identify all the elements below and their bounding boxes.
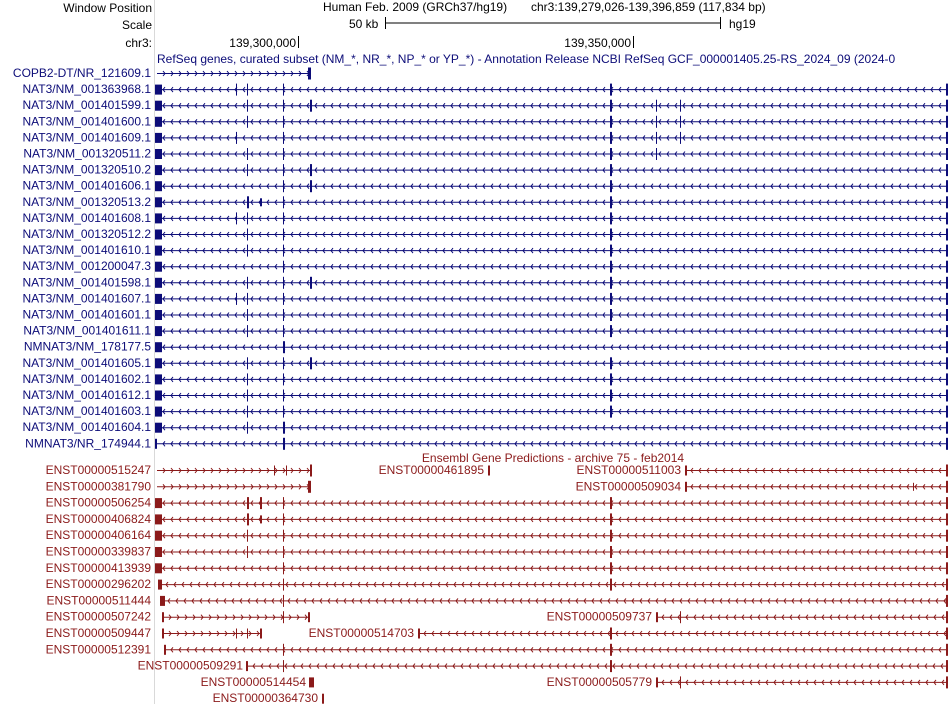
ensembl-row-10-feature-0-exon-2 — [247, 629, 248, 639]
refseq-row-10-exon-1 — [247, 229, 248, 241]
ensembl-row-7-feature-0-exon-2 — [610, 579, 612, 591]
refseq-row-21-exon-2 — [283, 406, 284, 418]
refseq-row-11-exon-1 — [247, 245, 248, 257]
refseq-row-8-label[interactable]: NAT3/NM_001320513.2 — [22, 194, 151, 209]
db-name: hg19 — [729, 17, 756, 31]
refseq-row-21-exon-4 — [946, 406, 948, 418]
ensembl-track-title[interactable]: Ensembl Gene Predictions - archive 75 - feb2014 — [421, 451, 685, 465]
refseq-row-11-label[interactable]: NAT3/NM_001401610.1 — [22, 243, 151, 258]
ensembl-row-11-feature-0-exon-0 — [164, 645, 166, 655]
ensembl-row-9-feature-0-exon-2 — [308, 612, 310, 622]
refseq-track-title[interactable]: RefSeq genes, curated subset (NM_*, NR_*, NP_* or YP_*) - Annotation Release NCBI RefSeq GCF_000001405.25-RS_2024_09 (2024-0 — [157, 52, 896, 66]
ensembl-row-9-feature-0[interactable] — [46, 610, 310, 624]
refseq-row-5[interactable] — [23, 147, 948, 161]
refseq-row-5-exon-0 — [155, 149, 162, 159]
refseq-row-14-exon-2 — [247, 293, 248, 305]
ensembl-row-5-feature-0-exon-0 — [155, 547, 162, 557]
ensembl-row-10-feature-0-exon-0 — [162, 629, 164, 639]
refseq-row-23[interactable] — [25, 436, 948, 450]
refseq-row-12-label[interactable]: NAT3/NM_001200047.3 — [22, 259, 151, 274]
refseq-row-13-label[interactable]: NAT3/NM_001401598.1 — [22, 275, 151, 290]
ensembl-row-10-feature-1[interactable] — [309, 626, 948, 640]
refseq-row-2-exon-3 — [310, 100, 312, 112]
refseq-row-4-exon-0 — [155, 133, 162, 143]
refseq-row-13-exon-5 — [946, 277, 948, 289]
ensembl-row-3-feature-0-exon-5 — [946, 513, 948, 525]
refseq-row-22-exon-2 — [283, 422, 285, 434]
refseq-row-19-label[interactable]: NAT3/NM_001401602.1 — [22, 371, 151, 386]
refseq-row-18-exon-3 — [310, 357, 312, 369]
refseq-row-14-exon-1 — [236, 293, 237, 305]
ensembl-row-6-feature-0-exon-2 — [610, 562, 612, 574]
ensembl-row-0-feature-1[interactable] — [379, 463, 490, 477]
ensembl-row-10-feature-1-exon-1 — [610, 628, 612, 640]
refseq-row-9[interactable] — [22, 211, 948, 225]
refseq-row-21[interactable] — [22, 404, 948, 418]
refseq-row-8-exon-3 — [283, 196, 284, 208]
ensembl-row-4-feature-0-exon-0 — [155, 531, 162, 541]
refseq-row-20-exon-1 — [247, 390, 248, 402]
refseq-row-20-exon-0 — [155, 391, 162, 401]
refseq-row-19-exon-3 — [610, 373, 612, 385]
refseq-row-5-exon-3 — [610, 148, 612, 160]
ensembl-row-8-feature-0-exon-2 — [946, 595, 948, 607]
refseq-row-1-exon-3 — [283, 84, 284, 96]
ensembl-row-8-feature-0-exon-0 — [160, 596, 165, 606]
refseq-row-9-exon-5 — [946, 212, 948, 224]
ensembl-row-0-feature-2[interactable] — [576, 463, 948, 477]
ensembl-row-9-feature-0-label[interactable]: ENST00000507242 — [45, 609, 151, 624]
ensembl-row-9-feature-0-exon-1 — [283, 611, 284, 623]
ensembl-row-7-feature-0[interactable] — [46, 577, 948, 591]
ensembl-row-14-feature-0[interactable] — [213, 691, 324, 704]
ensembl-row-0-feature-0-exon-1 — [286, 466, 287, 476]
refseq-row-12[interactable] — [22, 259, 948, 273]
refseq-row-4-exon-4 — [656, 132, 657, 144]
refseq-row-3-exon-6 — [946, 116, 948, 128]
refseq-row-21-label[interactable]: NAT3/NM_001401603.1 — [22, 404, 151, 419]
refseq-row-7-exon-4 — [946, 180, 948, 192]
ensembl-row-5-feature-0-exon-1 — [247, 546, 248, 558]
refseq-row-3-exon-2 — [283, 116, 284, 128]
ensembl-row-5-feature-0[interactable] — [46, 545, 948, 559]
refseq-row-17-label[interactable]: NMNAT3/NM_178177.5 — [23, 339, 151, 354]
refseq-row-4-exon-1 — [236, 132, 237, 144]
ensembl-row-12-feature-0-exon-1 — [283, 660, 284, 672]
ensembl-row-9-feature-0-exon-0 — [162, 612, 164, 622]
refseq-row-5-exon-4 — [656, 148, 657, 160]
refseq-row-19-exon-2 — [283, 373, 284, 385]
ensembl-row-6-feature-0-label[interactable]: ENST00000413939 — [45, 560, 151, 575]
refseq-row-7-label[interactable]: NAT3/NM_001401606.1 — [22, 178, 151, 193]
refseq-row-15-label[interactable]: NAT3/NM_001401601.1 — [22, 307, 151, 322]
ensembl-row-0-feature-0-exon-0 — [274, 466, 275, 476]
tick-label-2: 139,350,000 — [564, 36, 631, 50]
ensembl-row-5-feature-0-label[interactable]: ENST00000339837 — [45, 544, 151, 559]
refseq-row-8-exon-4 — [610, 196, 612, 208]
ensembl-row-1-feature-1-exon-2 — [946, 481, 948, 493]
ensembl-row-13-feature-0[interactable] — [201, 675, 314, 689]
refseq-row-10-label[interactable]: NAT3/NM_001320512.2 — [22, 227, 151, 241]
ensembl-row-11-feature-0-exon-2 — [610, 644, 612, 656]
refseq-row-15-exon-1 — [247, 309, 248, 321]
refseq-row-18-exon-4 — [610, 357, 612, 369]
refseq-row-15-exon-2 — [283, 309, 284, 321]
ensembl-row-4-feature-0-exon-4 — [946, 530, 948, 542]
ensembl-row-0-feature-2-exon-0 — [685, 466, 687, 476]
ensembl-row-1-feature-0-exon-0 — [308, 481, 311, 493]
scale-bar — [385, 17, 721, 29]
refseq-row-3-exon-4 — [656, 116, 657, 128]
refseq-row-2-exon-4 — [610, 100, 612, 112]
refseq-row-19[interactable] — [22, 372, 948, 386]
refseq-row-22-label[interactable]: NAT3/NM_001401604.1 — [22, 420, 151, 435]
ensembl-row-2-feature-0[interactable] — [46, 496, 948, 510]
refseq-row-18-exon-0 — [155, 358, 162, 368]
ensembl-row-5-feature-0-exon-2 — [283, 546, 284, 558]
refseq-row-12-exon-3 — [946, 261, 948, 273]
refseq-row-1-exon-5 — [946, 84, 948, 96]
ensembl-row-3-feature-0-label[interactable]: ENST00000406824 — [45, 511, 151, 526]
refseq-row-17-exon-0 — [155, 342, 162, 352]
ensembl-row-10-feature-0[interactable] — [46, 626, 262, 640]
ensembl-row-10-feature-1-label[interactable]: ENST00000514703 — [308, 626, 414, 640]
tick-label-1: 139,300,000 — [229, 36, 296, 50]
refseq-row-7-exon-0 — [155, 181, 162, 191]
ensembl-row-13-feature-1-exon-2 — [946, 676, 948, 688]
refseq-row-3-exon-1 — [247, 116, 248, 128]
ensembl-row-10-feature-0-exon-3 — [260, 629, 262, 639]
refseq-row-13-exon-2 — [283, 277, 284, 289]
ensembl-row-4-feature-0-exon-3 — [610, 530, 612, 542]
refseq-row-11[interactable] — [22, 243, 948, 257]
refseq-row-1-exon-1 — [236, 84, 237, 96]
refseq-row-9-exon-3 — [283, 212, 284, 224]
ensembl-row-1-feature-1-exon-1 — [913, 483, 914, 491]
refseq-row-5-exon-1 — [247, 148, 248, 160]
ensembl-row-9-feature-1-exon-0 — [656, 612, 658, 622]
ensembl-row-13-feature-0-exon-0 — [309, 677, 314, 687]
refseq-row-5-exon-5 — [946, 148, 948, 160]
refseq-row-6-exon-4 — [610, 164, 612, 176]
refseq-row-2-exon-5 — [656, 100, 657, 112]
refseq-row-1-label[interactable]: NAT3/NM_001363968.1 — [22, 82, 151, 97]
refseq-row-9-label[interactable]: NAT3/NM_001401608.1 — [22, 210, 151, 225]
ensembl-row-6-feature-0[interactable] — [46, 561, 948, 575]
refseq-row-4-label[interactable]: NAT3/NM_001401609.1 — [22, 130, 151, 145]
refseq-row-6-exon-0 — [155, 165, 162, 175]
refseq-row-20-exon-3 — [610, 390, 612, 402]
refseq-row-2-exon-7 — [946, 100, 948, 112]
refseq-row-4-exon-2 — [283, 132, 284, 144]
refseq-row-13-exon-3 — [310, 277, 312, 289]
refseq-row-6-label[interactable]: NAT3/NM_001320510.2 — [22, 162, 151, 177]
refseq-row-8[interactable] — [22, 195, 948, 209]
ensembl-row-0-feature-1-label[interactable]: ENST00000461895 — [378, 463, 484, 477]
refseq-row-16-exon-3 — [610, 325, 612, 337]
refseq-row-4[interactable] — [22, 130, 948, 144]
ensembl-row-9-feature-1[interactable] — [547, 610, 948, 624]
scale-text: 50 kb — [349, 17, 379, 31]
refseq-row-14[interactable] — [22, 291, 948, 305]
refseq-row-6-exon-5 — [946, 164, 948, 176]
ensembl-row-13-feature-1[interactable] — [547, 675, 948, 689]
refseq-row-13-exon-1 — [247, 277, 248, 289]
refseq-row-4-exon-5 — [680, 132, 681, 144]
ensembl-row-10-feature-0-label[interactable]: ENST00000509447 — [45, 626, 151, 640]
refseq-row-17-exon-2 — [946, 341, 948, 353]
refseq-row-2-exon-1 — [247, 100, 248, 112]
refseq-track[interactable] — [13, 66, 948, 450]
refseq-row-14-exon-3 — [283, 293, 284, 305]
refseq-row-2-exon-0 — [155, 101, 162, 111]
refseq-row-16-label[interactable]: NAT3/NM_001401611.1 — [23, 323, 151, 338]
ensembl-row-12-feature-0-exon-2 — [610, 660, 612, 672]
ensembl-row-3-feature-0-exon-1 — [247, 513, 249, 525]
refseq-row-19-exon-1 — [247, 373, 248, 385]
ensembl-row-11-feature-0-exon-1 — [283, 644, 284, 656]
refseq-row-3-exon-3 — [610, 116, 612, 128]
ensembl-row-14-feature-0-exon-0 — [322, 694, 324, 704]
refseq-row-3-label[interactable]: NAT3/NM_001401600.1 — [22, 114, 151, 129]
ensembl-row-3-feature-0-exon-0 — [155, 514, 162, 524]
refseq-row-7-exon-2 — [310, 180, 312, 192]
ensembl-row-4-feature-0-exon-2 — [283, 530, 284, 542]
refseq-row-4-exon-3 — [610, 132, 612, 144]
refseq-row-3-exon-0 — [155, 117, 162, 127]
refseq-row-21-exon-0 — [155, 407, 162, 417]
refseq-row-16[interactable] — [23, 324, 948, 338]
ensembl-row-1-feature-1[interactable] — [576, 479, 948, 493]
ensembl-row-6-feature-0-exon-1 — [283, 562, 284, 574]
refseq-row-0-exon-0 — [308, 68, 311, 80]
refseq-row-9-exon-0 — [155, 213, 162, 223]
refseq-row-1[interactable] — [22, 82, 948, 96]
refseq-row-6-exon-2 — [283, 164, 284, 176]
refseq-row-13[interactable] — [22, 275, 948, 289]
refseq-row-12-exon-0 — [155, 262, 162, 272]
ensembl-row-0-feature-0[interactable] — [46, 463, 312, 477]
refseq-row-18-label[interactable]: NAT3/NM_001401605.1 — [22, 355, 151, 370]
refseq-row-18-exon-2 — [283, 357, 284, 369]
refseq-row-7-exon-3 — [610, 180, 612, 192]
refseq-row-20[interactable] — [22, 388, 948, 402]
ensembl-row-1-feature-1-label[interactable]: ENST00000509034 — [575, 479, 681, 494]
refseq-row-0[interactable] — [13, 66, 311, 80]
ensembl-row-4-feature-0[interactable] — [46, 528, 948, 542]
refseq-row-18-exon-5 — [946, 357, 948, 369]
refseq-row-11-exon-2 — [283, 245, 284, 257]
refseq-row-10[interactable] — [22, 227, 948, 241]
ensembl-row-2-feature-0-exon-0 — [155, 498, 162, 508]
refseq-row-20-label[interactable]: NAT3/NM_001401612.1 — [22, 388, 151, 402]
refseq-row-14-label[interactable]: NAT3/NM_001401607.1 — [22, 291, 151, 306]
refseq-row-13-exon-4 — [610, 277, 612, 289]
refseq-row-15[interactable] — [22, 308, 948, 322]
refseq-row-5-exon-2 — [283, 148, 284, 160]
ensembl-row-5-feature-0-exon-4 — [946, 546, 948, 558]
refseq-row-1-exon-2 — [247, 84, 248, 96]
ensembl-row-10-feature-1-exon-0 — [418, 629, 420, 639]
ensembl-row-11-feature-0[interactable] — [46, 642, 948, 656]
refseq-row-10-exon-2 — [283, 229, 284, 241]
refseq-row-23-exon-1 — [283, 438, 285, 450]
refseq-row-23-exon-2 — [946, 438, 948, 450]
refseq-row-21-exon-1 — [247, 406, 248, 418]
ensembl-row-2-feature-0-label[interactable]: ENST00000506254 — [45, 495, 151, 510]
refseq-row-1-exon-4 — [610, 84, 612, 96]
ensembl-row-6-feature-0-exon-0 — [155, 563, 162, 573]
refseq-row-9-exon-2 — [247, 212, 248, 224]
refseq-row-18[interactable] — [22, 356, 948, 370]
ensembl-row-6-feature-0-exon-3 — [946, 562, 948, 574]
ensembl-row-3-feature-0-exon-4 — [610, 513, 612, 525]
window-position-label: Window Position — [63, 1, 152, 15]
refseq-row-22-exon-3 — [946, 422, 948, 434]
refseq-row-20-exon-2 — [283, 390, 284, 402]
refseq-row-16-exon-0 — [155, 326, 162, 336]
ensembl-row-2-feature-0-exon-2 — [260, 497, 262, 509]
refseq-row-6[interactable] — [22, 163, 948, 177]
refseq-row-7-exon-1 — [283, 180, 284, 192]
ensembl-row-8-feature-0-label[interactable]: ENST00000511444 — [46, 593, 151, 608]
refseq-row-22-exon-1 — [247, 422, 248, 434]
ensembl-row-12-feature-0-exon-3 — [946, 660, 948, 672]
refseq-row-0-label[interactable]: COPB2-DT/NR_121609.1 — [12, 66, 151, 80]
refseq-row-1-exon-0 — [155, 85, 162, 95]
refseq-row-10-exon-3 — [610, 229, 612, 241]
refseq-row-14-exon-0 — [155, 294, 162, 304]
ensembl-row-12-feature-0[interactable] — [138, 659, 948, 673]
ruler — [63, 0, 765, 50]
ensembl-row-13-feature-1-exon-0 — [656, 677, 658, 687]
ensembl-row-3-feature-0[interactable] — [46, 512, 948, 526]
refseq-row-19-exon-0 — [155, 374, 162, 384]
refseq-row-6-exon-3 — [310, 164, 312, 176]
refseq-row-13-exon-0 — [155, 278, 162, 288]
refseq-row-12-exon-2 — [610, 261, 612, 273]
refseq-row-8-exon-2 — [260, 198, 262, 206]
ensembl-row-9-feature-1-exon-2 — [946, 611, 948, 623]
refseq-row-15-exon-3 — [610, 309, 612, 321]
refseq-row-22-exon-0 — [155, 423, 162, 433]
ensembl-row-1-feature-0[interactable] — [46, 479, 311, 493]
ensembl-track[interactable] — [46, 463, 948, 704]
ensembl-row-2-feature-0-exon-4 — [610, 497, 612, 509]
refseq-row-6-exon-1 — [247, 164, 248, 176]
refseq-row-19-exon-4 — [946, 373, 948, 385]
ensembl-row-13-feature-0-label[interactable]: ENST00000514454 — [200, 674, 306, 689]
ensembl-row-9-feature-1-label[interactable]: ENST00000509737 — [546, 609, 652, 624]
ensembl-row-11-feature-0-label[interactable]: ENST00000512391 — [45, 642, 151, 657]
ensembl-row-1-feature-0-label[interactable]: ENST00000381790 — [45, 479, 151, 494]
ensembl-row-9-feature-1-exon-1 — [680, 611, 681, 623]
ensembl-row-0-feature-2-exon-1 — [946, 465, 948, 477]
refseq-row-8-exon-1 — [247, 196, 249, 208]
refseq-row-17-exon-1 — [283, 341, 285, 353]
ensembl-row-13-feature-1-label[interactable]: ENST00000505779 — [546, 674, 652, 689]
ensembl-row-0-feature-0-exon-2 — [310, 465, 312, 477]
refseq-row-12-exon-1 — [283, 261, 284, 273]
ensembl-row-8-feature-0[interactable] — [46, 593, 948, 607]
ensembl-row-12-feature-0-exon-0 — [246, 661, 248, 671]
refseq-row-9-exon-1 — [236, 212, 237, 224]
ensembl-row-0-feature-2-label[interactable]: ENST00000511003 — [576, 463, 681, 477]
refseq-row-3[interactable] — [22, 114, 948, 128]
ensembl-row-2-feature-0-exon-1 — [247, 497, 249, 509]
refseq-row-2-exon-6 — [680, 100, 681, 112]
refseq-row-22[interactable] — [22, 420, 948, 434]
refseq-row-17[interactable] — [24, 340, 948, 354]
ensembl-row-8-feature-0-exon-1 — [283, 595, 284, 607]
refseq-row-11-exon-0 — [155, 246, 162, 256]
ensembl-row-7-feature-0-exon-0 — [158, 580, 162, 590]
refseq-row-2-exon-2 — [283, 100, 284, 112]
ensembl-row-4-feature-0-label[interactable]: ENST00000406164 — [45, 528, 151, 543]
ensembl-row-1-feature-1-exon-0 — [685, 482, 687, 492]
refseq-row-10-exon-0 — [155, 230, 162, 240]
position-readout: chr3:139,279,026-139,396,859 (117,834 bp) — [531, 0, 766, 14]
ensembl-row-14-feature-0-label[interactable]: ENST00000364730 — [212, 691, 318, 704]
refseq-row-14-exon-4 — [610, 293, 612, 305]
scale-label: Scale — [121, 18, 152, 32]
refseq-row-2[interactable] — [22, 98, 948, 112]
ensembl-row-2-feature-0-exon-3 — [283, 497, 284, 509]
refseq-row-8-exon-0 — [155, 197, 162, 207]
refseq-row-7[interactable] — [22, 179, 948, 193]
refseq-row-16-exon-4 — [946, 325, 948, 337]
assembly-name: Human Feb. 2009 (GRCh37/hg19) — [323, 0, 508, 14]
refseq-row-4-exon-6 — [946, 132, 948, 144]
ensembl-row-2-feature-0-exon-5 — [946, 497, 948, 509]
ensembl-row-10-feature-0-exon-1 — [236, 629, 237, 639]
refseq-row-9-exon-4 — [610, 212, 612, 224]
refseq-row-23-label[interactable]: NMNAT3/NR_174944.1 — [25, 436, 151, 451]
chrom-label: chr3: — [125, 36, 152, 50]
refseq-row-10-exon-4 — [946, 229, 948, 241]
refseq-row-16-exon-1 — [247, 325, 248, 337]
refseq-row-20-exon-4 — [946, 390, 948, 402]
ensembl-row-7-feature-0-exon-3 — [946, 579, 948, 591]
ensembl-row-7-feature-0-label[interactable]: ENST00000296202 — [45, 577, 151, 592]
ensembl-row-3-feature-0-exon-2 — [260, 515, 262, 523]
refseq-row-11-exon-4 — [946, 245, 948, 257]
refseq-row-15-exon-4 — [946, 309, 948, 321]
ensembl-row-10-feature-1-exon-2 — [946, 628, 948, 640]
ensembl-row-0-feature-1-exon-0 — [488, 466, 490, 476]
refseq-row-3-exon-5 — [680, 116, 681, 128]
refseq-row-2-label[interactable]: NAT3/NM_001401599.1 — [22, 98, 151, 113]
ensembl-row-3-feature-0-exon-3 — [283, 513, 284, 525]
refseq-row-21-exon-3 — [610, 406, 612, 418]
ensembl-row-13-feature-1-exon-1 — [680, 676, 681, 688]
refseq-row-23-exon-0 — [155, 439, 157, 449]
refseq-row-15-exon-0 — [155, 310, 162, 320]
ensembl-row-4-feature-0-exon-1 — [247, 530, 248, 542]
ensembl-row-5-feature-0-exon-3 — [610, 546, 612, 558]
refseq-row-16-exon-2 — [283, 325, 284, 337]
ensembl-row-0-feature-0-label[interactable]: ENST00000515247 — [45, 463, 151, 477]
refseq-row-14-exon-5 — [946, 293, 948, 305]
refseq-row-18-exon-1 — [247, 357, 248, 369]
ensembl-row-7-feature-0-exon-1 — [283, 579, 284, 591]
refseq-row-8-exon-5 — [946, 196, 948, 208]
refseq-row-5-label[interactable]: NAT3/NM_001320511.2 — [23, 146, 151, 161]
ensembl-row-11-feature-0-exon-3 — [946, 644, 948, 656]
refseq-row-11-exon-3 — [610, 245, 612, 257]
ensembl-row-12-feature-0-label[interactable]: ENST00000509291 — [137, 658, 243, 673]
